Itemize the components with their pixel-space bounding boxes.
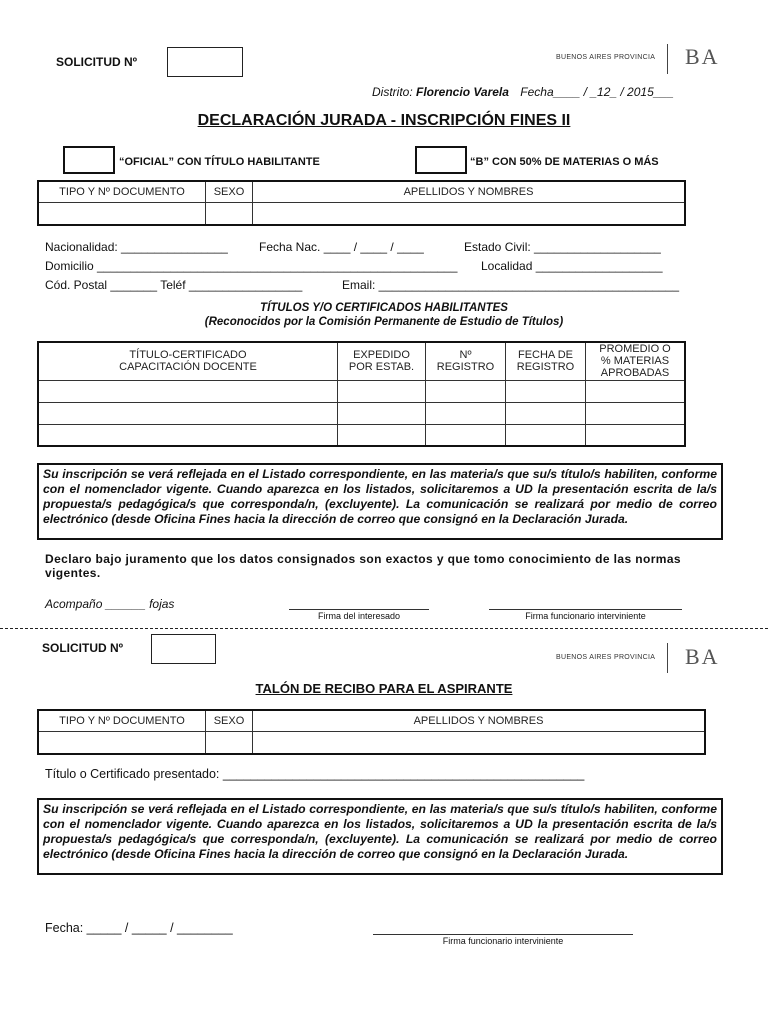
- titulos-cell[interactable]: [338, 380, 426, 402]
- talon-header-apellidos-nombres: APELLIDOS Y NOMBRES: [253, 710, 706, 731]
- titulos-cell[interactable]: [506, 424, 586, 446]
- titulos-cell[interactable]: [586, 424, 686, 446]
- talon-logo-text: BUENOS AIRES PROVINCIA: [556, 654, 656, 661]
- b-option-checkbox[interactable]: [415, 146, 467, 174]
- titulos-heading: TÍTULOS Y/O CERTIFICADOS HABILITANTES: [260, 302, 508, 314]
- firma-interesado-label: Firma del interesado: [317, 611, 401, 621]
- header-tipo-documento: TIPO Y Nº DOCUMENTO: [38, 181, 206, 202]
- titulos-subheading: (Reconocidos por la Comisión Permanente de Estudio de Títulos): [204, 316, 564, 328]
- titulos-cell[interactable]: [586, 380, 686, 402]
- titulos-cell[interactable]: [426, 424, 506, 446]
- solicitud-number-field[interactable]: [167, 47, 243, 77]
- tipo-documento-field[interactable]: [38, 202, 206, 225]
- fecha-nac-field[interactable]: Fecha Nac. ____ / ____ / ____: [259, 240, 424, 254]
- header-expedido: EXPEDIDO POR ESTAB.: [338, 342, 426, 380]
- page-title: DECLARACIÓN JURADA - INSCRIPCIÓN FINES II: [197, 112, 571, 129]
- notice-box: Su inscripción se verá reflejada en el Listado correspondiente, en las materia/s que su/s título/s habiliten, conforme con el nomenclador vigente. Cuando aparezca en los listados, solicitaremos a UD la presentación escrita de la/s propuesta/s pedagógica/s que corresponda/n, (excluyente). La comunicación se realizará por medio de correo electrónico (desde Oficina Fines hacia la dirección de correo que consignó en la Declaración Jurada.: [37, 463, 723, 540]
- firma-funcionario-line: [489, 609, 682, 610]
- talon-tipo-documento-field[interactable]: [38, 731, 206, 754]
- titulos-cell[interactable]: [506, 380, 586, 402]
- fecha-text: Fecha____ / _12_ / 2015___: [520, 85, 674, 99]
- titulos-cell[interactable]: [338, 424, 426, 446]
- nacionalidad-field[interactable]: Nacionalidad: ________________: [45, 240, 228, 254]
- talon-header-sexo: SEXO: [206, 710, 253, 731]
- localidad-field[interactable]: Localidad ___________________: [481, 259, 663, 273]
- talon-solicitud-label: SOLICITUD Nº: [42, 641, 124, 655]
- talon-personal-data-table: [37, 709, 706, 755]
- titulos-cell[interactable]: [38, 402, 338, 424]
- email-field[interactable]: Email: _____________________________________________: [342, 278, 679, 292]
- cod-postal-telef-field[interactable]: Cód. Postal _______ Teléf _________________: [45, 278, 303, 292]
- titulos-cell[interactable]: [586, 402, 686, 424]
- header-apellidos-nombres: APELLIDOS Y NOMBRES: [253, 181, 686, 202]
- header-promedio: PROMEDIO O % MATERIAS APROBADAS: [586, 342, 686, 380]
- talon-solicitud-number-field[interactable]: [151, 634, 216, 664]
- talon-notice-box: Su inscripción se verá reflejada en el Listado correspondiente, en las materia/s que su/s título/s habiliten, conforme con el nomenclador vigente. Cuando aparezca en los listados, solicitaremos a UD la presentación escrita de la/s propuesta/s pedagógica/s que corresponda/n, (excluyente). La comunicación se realizará por medio de correo electrónico (desde Oficina Fines hacia la dirección de correo que consignó en la Declaración Jurada.: [37, 798, 723, 875]
- logo-text: BUENOS AIRES PROVINCIA: [556, 54, 656, 61]
- talon-logo-separator: [667, 643, 668, 673]
- logo-separator: [667, 44, 668, 74]
- logo-ba: BA: [685, 44, 720, 69]
- header-sexo: SEXO: [206, 181, 253, 202]
- solicitud-label: SOLICITUD Nº: [56, 55, 138, 69]
- acompano-fojas[interactable]: Acompaño ______ fojas: [45, 597, 175, 611]
- talon-firma-label: Firma funcionario interviniente: [442, 936, 564, 946]
- talon-header-tipo-documento: TIPO Y Nº DOCUMENTO: [38, 710, 206, 731]
- distrito-value: Florencio Varela: [416, 85, 509, 99]
- oficial-option-label: “OFICIAL” CON TÍTULO HABILITANTE: [119, 156, 320, 168]
- b-option-label: “B” CON 50% DE MATERIAS O MÁS: [470, 156, 659, 168]
- oficial-checkbox[interactable]: [63, 146, 115, 174]
- titulos-cell[interactable]: [38, 380, 338, 402]
- distrito-label: Distrito:: [372, 85, 413, 99]
- header-titulo-certificado: TÍTULO-CERTIFICADO CAPACITACIÓN DOCENTE: [38, 342, 338, 380]
- distrito-line: [372, 85, 674, 99]
- titulos-cell[interactable]: [426, 380, 506, 402]
- header-registro: Nº REGISTRO: [426, 342, 506, 380]
- titulos-table: [37, 341, 686, 447]
- talon-fecha-field[interactable]: Fecha: _____ / _____ / ________: [45, 921, 233, 935]
- titulos-cell[interactable]: [426, 402, 506, 424]
- sexo-field[interactable]: [206, 202, 253, 225]
- firma-funcionario-label: Firma funcionario interviniente: [525, 611, 646, 621]
- domicilio-field[interactable]: Domicilio ______________________________________________________: [45, 259, 458, 273]
- cut-line: [0, 628, 768, 629]
- header-fecha-registro: FECHA DE REGISTRO: [506, 342, 586, 380]
- talon-firma-line: [373, 934, 633, 935]
- talon-title: TALÓN DE RECIBO PARA EL ASPIRANTE: [255, 681, 513, 696]
- talon-sexo-field[interactable]: [206, 731, 253, 754]
- firma-interesado-line: [289, 609, 429, 610]
- titulo-presentado-field[interactable]: Título o Certificado presentado: ____________________________________________________: [45, 767, 585, 781]
- talon-apellidos-nombres-field[interactable]: [253, 731, 706, 754]
- estado-civil-field[interactable]: Estado Civil: ___________________: [464, 240, 661, 254]
- apellidos-nombres-field[interactable]: [253, 202, 686, 225]
- titulos-cell[interactable]: [38, 424, 338, 446]
- titulos-cell[interactable]: [338, 402, 426, 424]
- declaro-text: Declaro bajo juramento que los datos consignados son exactos y que tomo conocimiento de las normas vigentes.: [45, 552, 681, 580]
- talon-logo-ba: BA: [685, 644, 720, 669]
- personal-data-table: [37, 180, 686, 226]
- titulos-cell[interactable]: [506, 402, 586, 424]
